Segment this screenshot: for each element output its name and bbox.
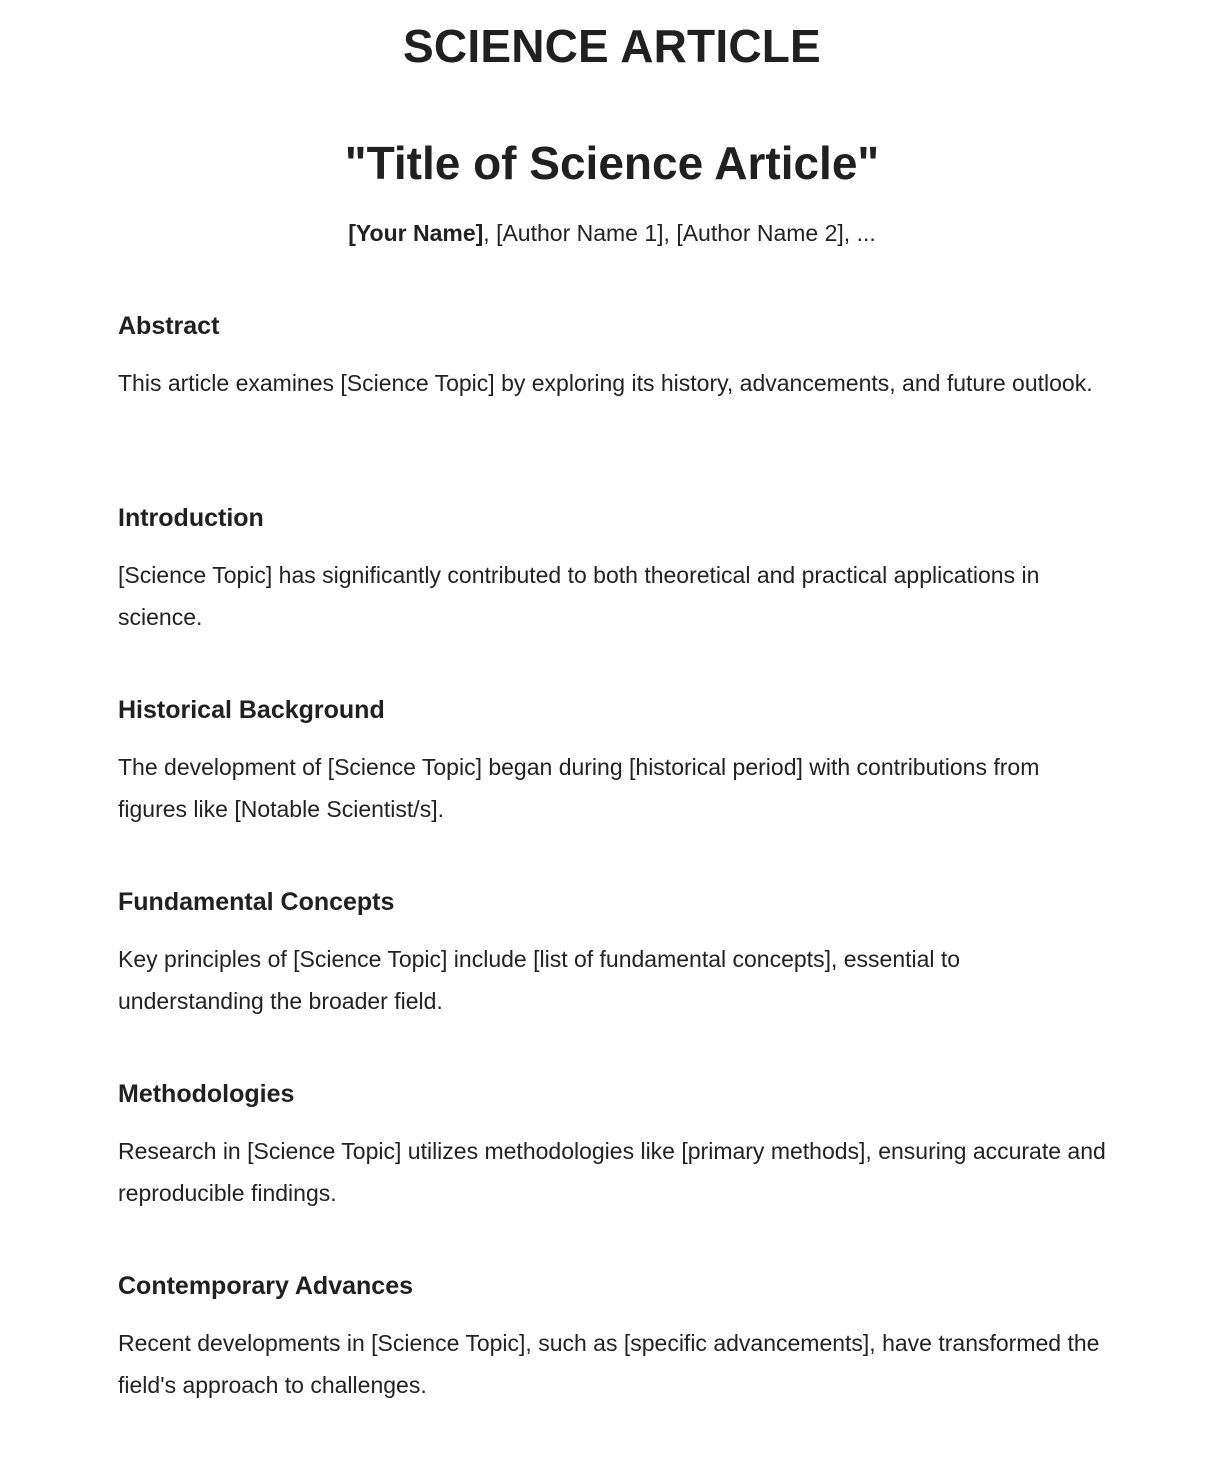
- section-fundamental-concepts: [118, 884, 1108, 1076]
- section-methodologies: [118, 1076, 1108, 1268]
- section-body: This article examines [Science Topic] by exploring its history, advancements, and future outlook.: [118, 370, 1093, 396]
- section-body: The development of [Science Topic] began during [historical period] with contributions from figures like [Notable Scientist/s].: [118, 754, 1040, 822]
- article-sections: [118, 308, 1108, 1460]
- section-body: Key principles of [Science Topic] include [list of fundamental concepts], essential to understanding the broader field.: [118, 946, 961, 1014]
- section-heading: Fundamental Concepts: [118, 888, 395, 916]
- section-body: [Science Topic] has significantly contributed to both theoretical and practical applications in science.: [118, 562, 1040, 630]
- section-historical-background: [118, 692, 1108, 884]
- primary-author: [Your Name]: [348, 220, 484, 246]
- section-heading: Introduction: [118, 504, 264, 532]
- section-abstract: [118, 308, 1108, 500]
- section-body: Recent developments in [Science Topic], such as [specific advancements], have transformed the field's approach to challenges.: [118, 1330, 1100, 1398]
- co-authors: , [Author Name 1], [Author Name 2], ...: [483, 220, 876, 246]
- section-heading: Methodologies: [118, 1080, 295, 1108]
- section-heading: Contemporary Advances: [118, 1272, 413, 1300]
- section-heading: Abstract: [118, 312, 220, 340]
- section-heading: Historical Background: [118, 696, 385, 724]
- document-type-heading: SCIENCE ARTICLE: [403, 20, 821, 72]
- author-line: [0, 218, 1224, 248]
- section-introduction: [118, 500, 1108, 692]
- section-contemporary-advances: [118, 1268, 1108, 1460]
- article-title: "Title of Science Article": [344, 137, 880, 189]
- section-body: Research in [Science Topic] utilizes methodologies like [primary methods], ensuring accurate and reproducible findings.: [118, 1138, 1106, 1206]
